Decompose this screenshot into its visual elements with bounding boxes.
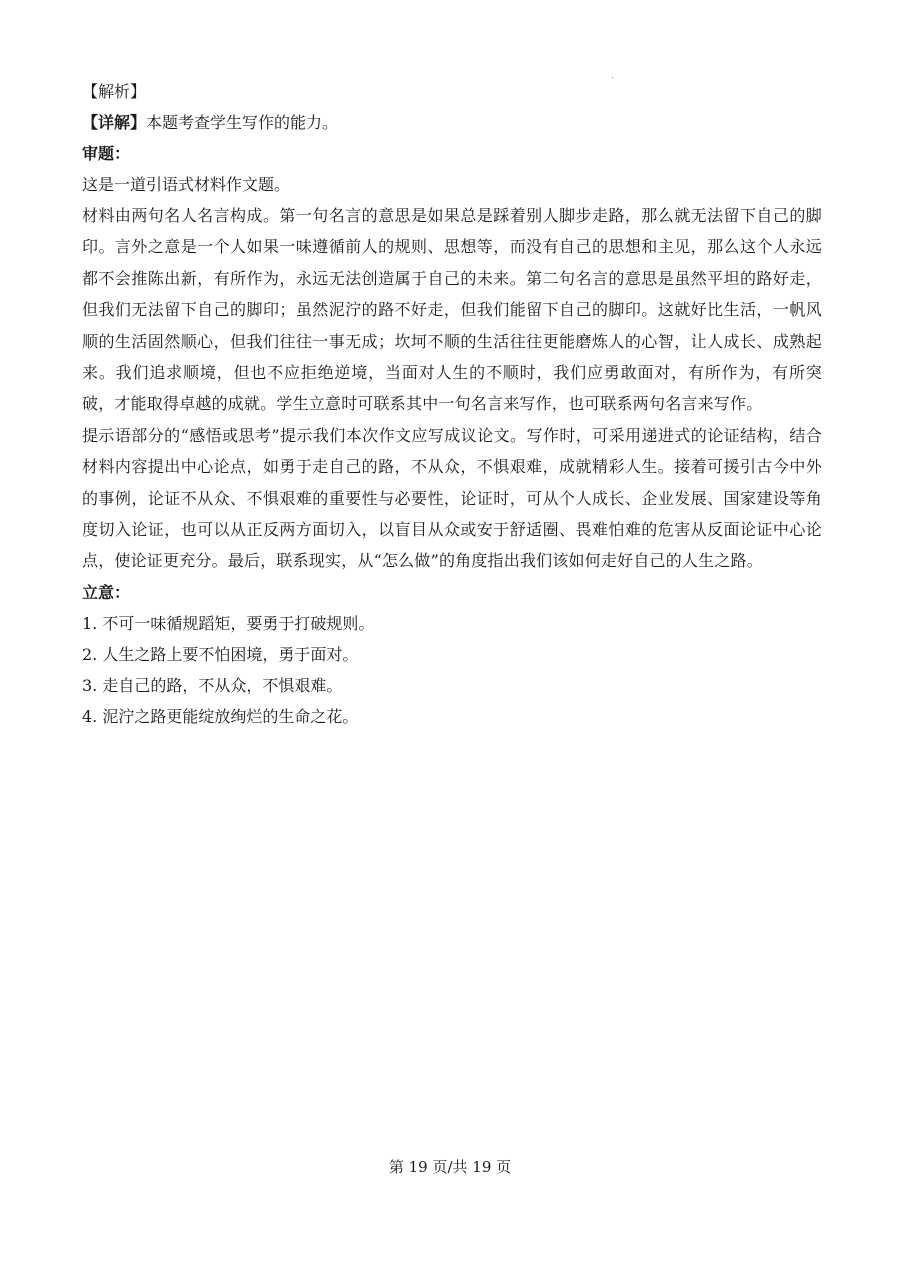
analysis-header: 【解析】	[82, 82, 147, 101]
thesis-item-2: 2. 人生之路上要不怕困境，勇于面对。	[82, 644, 359, 664]
review-paragraph-1: 这是一道引语式材料作文题。	[82, 175, 291, 194]
answer-analysis-page	[82, 76, 822, 732]
detail-label: 【详解】	[82, 113, 147, 132]
detail-line	[82, 107, 822, 138]
thesis-item-1: 1. 不可一味循规蹈矩，要勇于打破规则。	[82, 613, 375, 633]
detail-text: 本题考查学生写作的能力。	[146, 113, 339, 132]
thesis-item-3: 3. 走自己的路，不从众，不惧艰难。	[82, 675, 343, 695]
review-heading: 审题：	[82, 144, 131, 163]
page-footer: 第 19 页/共 19 页	[388, 1158, 512, 1176]
thesis-heading: 立意：	[82, 582, 131, 602]
review-paragraph-2: 材料由两句名人名言构成。第一句名言的意思是如果总是踩着别人脚步走路，那么就无法留下自己的脚印。言外之意是一个人如果一味遵循前人的规则、思想等，而没有自己的思想和主见，那么这个人永远都不会推陈出新，有所作为，永远无法创造属于自己的未来。第二句名言的意思是虽然平坦的路好走，但我们无法留下自己的脚印；虽然泥泞的路不好走，但我们能留下自己的脚印。这就好比生活，一帆风顺的生活固然顺心，但我们往往一事无成；坎坷不顺的生活往往更能磨炼人的心智，让人成长、成熟起来。我们追求顺境，但也不应拒绝逆境，当面对人生的不顺时，我们应勇敢面对，有所作为，有所突破，才能取得卓越的成就。学生立意时可联系其中一句名言来写作，也可联系两句名言来写作。	[82, 206, 822, 414]
thesis-item-4: 4. 泥泞之路更能绽放绚烂的生命之花。	[82, 706, 359, 726]
review-paragraph-3: 提示语部分的“感悟或思考”提示我们本次作文应写成议论文。写作时，可采用递进式的论证结构，结合材料内容提出中心论点，如勇于走自己的路，不从众，不惧艰难，成就精彩人生。接着可援引古今中外的事例，论证不从众、不惧艰难的重要性与必要性，论证时，可从个人成长、企业发展、国家建设等角度切入论证，也可以从正反两方面切入，以盲目从众或安于舒适圈、畏难怕难的危害从反面论证中心论点，使论证更充分。最后，联系现实，从“怎么做”的角度指出我们该如何走好自己的人生之路。	[82, 425, 822, 571]
